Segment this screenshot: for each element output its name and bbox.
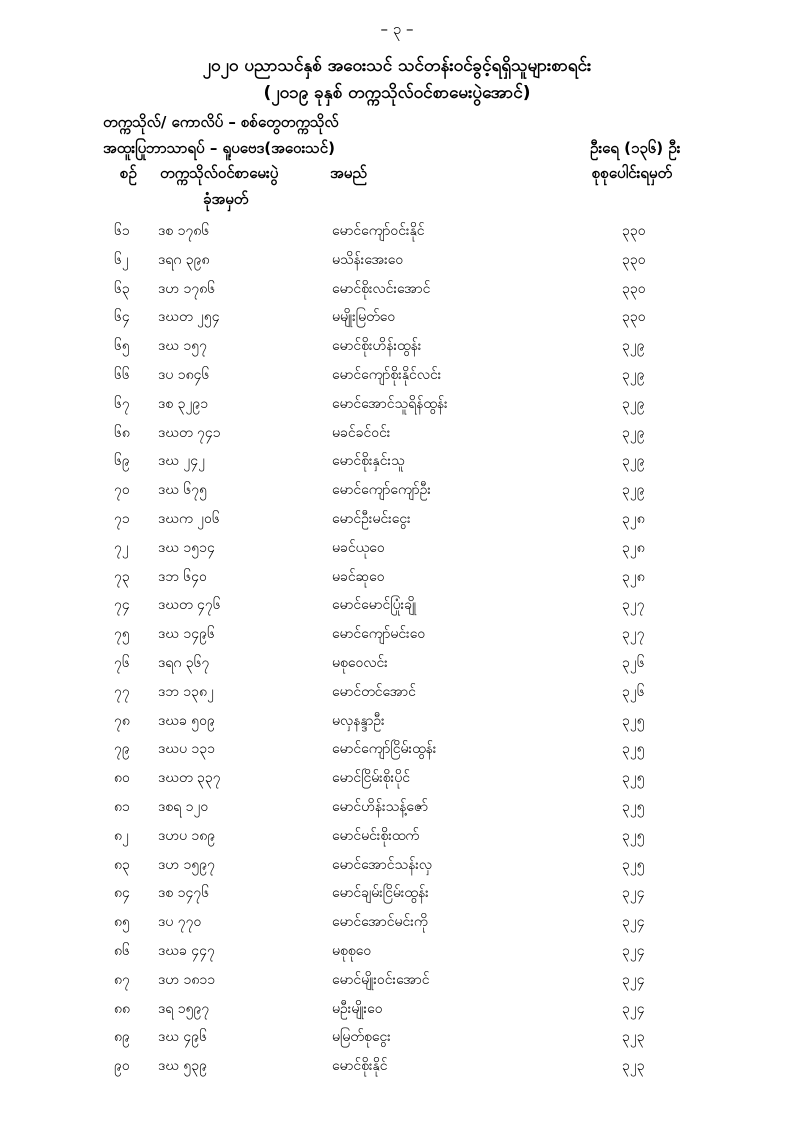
row-number: ၈၉ — [114, 1029, 130, 1046]
table-row — [0, 766, 794, 795]
total-score: ၃၂၅ — [622, 770, 645, 787]
roll-number: ဒပ ၁၈၄၆ — [158, 366, 210, 383]
document-title: ၂၀၂၀ ပညာသင်နှစ် အဝေးသင် သင်တန်းဝင်ခွင့်ရရှိသူများစာရင်း — [202, 56, 592, 76]
roll-number: ဒဃခ ၅၀၉ — [158, 712, 215, 729]
student-name: မောင်ကျော်ကျော်ဦး — [332, 482, 431, 499]
roll-number: ဒဘ ၆၄၀ — [158, 568, 207, 585]
table-row — [0, 305, 794, 334]
row-number: ၆၆ — [114, 366, 130, 383]
total-score: ၃၂၄ — [622, 914, 645, 931]
table-row — [0, 709, 794, 738]
student-name: မောင်ကျော်ငြိမ်းထွန်း — [332, 741, 437, 758]
total-score: ၃၂၆ — [622, 654, 645, 671]
total-score: ၃၂၄ — [622, 1000, 645, 1017]
row-number: ၇၃ — [114, 568, 130, 585]
row-number: ၈၆ — [114, 942, 130, 959]
student-name: မခင်ယုဝေ — [332, 539, 385, 556]
header-no: စဉ် — [120, 164, 137, 182]
total-score: ၃၂၅ — [622, 827, 645, 844]
page-number: – ၃ – — [380, 20, 414, 38]
roll-number: ဒဟ ၁၇၈၆ — [158, 280, 216, 297]
roll-number: ဒဃတ ၇၄၁ — [158, 424, 221, 441]
total-score: ၃၂၄ — [622, 942, 645, 959]
student-name: မောင်မင်းစိုးထက် — [332, 827, 420, 844]
row-number: ၆၉ — [114, 453, 130, 470]
student-name: မဦးမျိုးဝေ — [332, 1000, 383, 1017]
table-row — [0, 536, 794, 565]
total-score: ၃၂၃ — [622, 1058, 645, 1075]
roll-number: ဒဃပ ၁၃၁ — [158, 741, 216, 758]
roll-number: ဒဃက ၂၀၆ — [158, 510, 220, 527]
roll-number: ဒရ ၁၅၉၇ — [158, 1000, 210, 1017]
total-score: ၃၂၉ — [622, 338, 645, 355]
roll-number: ဒစ ၁၄၇၆ — [158, 885, 210, 902]
roll-number: ဒစ ၁၇၈၆ — [158, 223, 210, 239]
roll-number: ဒပ ၇၇၀ — [158, 914, 202, 931]
table-row — [0, 622, 794, 651]
total-score: ၃၃၀ — [622, 251, 646, 268]
row-number: ၇၉ — [114, 741, 130, 758]
total-score: ၃၂၈ — [622, 510, 645, 527]
student-name: မောင်အောင်မင်းကို — [332, 914, 428, 931]
student-name: မောင်ကျော်စိုးနိုင်လင်း — [332, 366, 442, 383]
roll-number: ဒဃ ၁၄၉၆ — [158, 626, 215, 643]
total-score: ၃၂၅ — [622, 741, 645, 758]
table-row — [0, 334, 794, 363]
student-name: မစုစုဝေ — [332, 942, 372, 959]
roll-number: ဒဃတ ၂၅၄ — [158, 309, 220, 326]
table-row — [0, 248, 794, 277]
roll-number: ဒဃ ၁၅၇ — [158, 338, 208, 355]
student-name: မောင်ကျော်မင်းဝေ — [332, 626, 426, 643]
roll-number: ဒဃ ၆၇၅ — [158, 482, 208, 499]
header-total-score: စုစုပေါင်းရမှတ် — [592, 164, 673, 182]
row-number: ၆၅ — [114, 338, 130, 355]
student-name: မောင်စိုးနိုင် — [332, 1058, 388, 1075]
student-name: မောင်ကျော်ဝင်းနိုင် — [332, 223, 425, 239]
student-name: မခင်ဆုဝေ — [332, 568, 385, 585]
student-name: မောင်မျိုးဝင်းအောင် — [332, 971, 430, 988]
student-name: မောင်အောင်သူရိန်ထွန်း — [332, 395, 448, 412]
total-score: ၃၂၇ — [622, 597, 645, 614]
table-row — [0, 881, 794, 910]
row-number: ၈၃ — [114, 856, 130, 873]
row-number: ၈၂ — [114, 827, 129, 844]
roll-number: ဒဃတ ၄၇၆ — [158, 597, 221, 614]
row-number: ၇၇ — [114, 683, 130, 700]
roll-number: ဒဘ ၁၃၈၂ — [158, 683, 214, 700]
table-row — [0, 680, 794, 709]
table-row — [0, 277, 794, 306]
total-score: ၃၂၆ — [622, 683, 645, 700]
row-number: ၈၀ — [114, 770, 130, 787]
total-score: ၃၂၉ — [622, 395, 645, 412]
table-row — [0, 565, 794, 594]
roll-number: ဒရဂ ၃၆၇ — [158, 654, 210, 671]
total-score: ၃၂၈ — [622, 539, 645, 556]
total-score: ၃၂၈ — [622, 568, 645, 585]
total-score: ၃၂၇ — [622, 626, 645, 643]
row-number: ၈၈ — [114, 1000, 130, 1017]
student-name: မောင်စိုးနှင်းသူ — [332, 453, 405, 470]
table-row — [0, 593, 794, 622]
roll-number: ဒဃခ ၄၄၇ — [158, 942, 215, 959]
results-table — [0, 219, 794, 1083]
table-row — [0, 824, 794, 853]
table-row — [0, 507, 794, 536]
row-number: ၇၄ — [114, 597, 130, 614]
roll-number: ဒရဂ ၃၉၈ — [158, 251, 210, 268]
row-number: ၇၈ — [114, 712, 130, 729]
row-number: ၇၂ — [114, 539, 129, 556]
row-number: ၇၅ — [114, 626, 130, 643]
student-name: မမြတ်စုငွေး — [332, 1029, 391, 1046]
student-name: မောင်တင်အောင် — [332, 683, 416, 700]
row-number: ၆၄ — [114, 309, 130, 326]
table-row — [0, 737, 794, 766]
student-count: ဦးရေ (၁၃၆) ဦး — [590, 139, 681, 157]
major-label: အထူးပြုဘာသာရပ် – ရူပဗေဒ(အဝေးသင်) — [103, 139, 335, 157]
header-roll-number-line2: ခုံအမှတ် — [203, 190, 249, 208]
total-score: ၃၃၀ — [622, 280, 646, 297]
header-roll-number: တက္ကသိုလ်ဝင်စာမေးပွဲ — [160, 164, 279, 182]
student-name: မောင်ချမ်းငြိမ်းထွန်း — [332, 885, 429, 902]
table-row — [0, 1054, 794, 1083]
row-number: ၆၇ — [114, 395, 130, 412]
table-row — [0, 853, 794, 882]
roll-number: ဒစ ၃၂၉၁ — [158, 395, 209, 412]
student-name: မစုဝေလင်း — [332, 654, 388, 671]
total-score: ၃၂၄ — [622, 971, 645, 988]
total-score: ၃၂၅ — [622, 798, 645, 815]
university-label: တက္ကသိုလ်/ ကောလိပ် – စစ်တွေတက္ကသိုလ် — [103, 113, 339, 131]
student-name: မောင်စိုးလင်းအောင် — [332, 280, 431, 297]
row-number: ၇၁ — [114, 510, 130, 527]
table-row — [0, 478, 794, 507]
total-score: ၃၂၄ — [622, 885, 645, 902]
total-score: ၃၂၉ — [622, 482, 645, 499]
total-score: ၃၂၃ — [622, 1029, 645, 1046]
total-score: ၃၃၀ — [622, 223, 646, 239]
table-row — [0, 968, 794, 997]
student-name: မောင်ဟိန်းသန့်ဇော် — [332, 798, 429, 815]
table-row — [0, 795, 794, 824]
roll-number: ဒဟ ၁၅၉၇ — [158, 856, 215, 873]
student-name: မမျိုးမြတ်ဝေ — [332, 309, 396, 326]
roll-number: ဒဃ ၄၉၆ — [158, 1029, 208, 1046]
student-name: မသိန်းအေးဝေ — [332, 251, 404, 268]
table-row — [0, 910, 794, 939]
roll-number: ဒဃတ ၃၃၇ — [158, 770, 221, 787]
total-score: ၃၂၉ — [622, 453, 645, 470]
total-score: ၃၂၉ — [622, 424, 645, 441]
row-number: ၈၅ — [114, 914, 130, 931]
table-row — [0, 219, 794, 248]
row-number: ၆၈ — [114, 424, 130, 441]
row-number: ၆၂ — [114, 251, 129, 268]
row-number: ၆၃ — [114, 280, 130, 297]
total-score: ၃၂၅ — [622, 712, 645, 729]
table-row — [0, 392, 794, 421]
student-name: မလှနန္ဒာဦး — [332, 712, 385, 729]
row-number: ၉၀ — [114, 1058, 130, 1075]
row-number: ၇၆ — [114, 654, 130, 671]
total-score: ၃၃၀ — [622, 309, 646, 326]
roll-number: ဒဟပ ၁၈၉ — [158, 827, 216, 844]
table-row — [0, 651, 794, 680]
roll-number: ဒဃ ၅၃၉ — [158, 1058, 208, 1075]
table-row — [0, 939, 794, 968]
row-number: ၈၄ — [114, 885, 130, 902]
table-row — [0, 363, 794, 392]
table-row — [0, 421, 794, 450]
row-number: ၈၁ — [114, 798, 130, 815]
roll-number: ဒဃ ၁၅၁၄ — [158, 539, 215, 556]
total-score: ၃၂၉ — [622, 366, 645, 383]
row-number: ၇၀ — [114, 482, 130, 499]
student-name: မခင်ခင်ဝင်း — [332, 424, 391, 441]
table-row — [0, 997, 794, 1026]
table-row — [0, 449, 794, 478]
roll-number: ဒဟ ၁၈၁၁ — [158, 971, 216, 988]
total-score: ၃၂၅ — [622, 856, 645, 873]
roll-number: ဒစရ ၁၂၀ — [158, 798, 209, 815]
student-name: မောင်စိုးဟိန်းထွန်း — [332, 338, 422, 355]
student-name: မောင်အောင်သန်းလှ — [332, 856, 433, 873]
header-name: အမည် — [330, 164, 367, 182]
table-row — [0, 1025, 794, 1054]
student-name: မောင်မောင်ပြုံးချို — [332, 597, 417, 614]
roll-number: ဒဃ ၂၄၂ — [158, 453, 206, 470]
student-name: မောင်ဦးမင်းငွေး — [332, 510, 411, 527]
student-name: မောင်ငြိမ်းစိုးပိုင် — [332, 770, 410, 787]
row-number: ၈၇ — [114, 971, 130, 988]
document-subtitle: (၂၀၁၉ ခုနှစ် တက္ကသိုလ်ဝင်စာမေးပွဲအောင်) — [263, 83, 531, 103]
row-number: ၆၁ — [114, 223, 130, 239]
